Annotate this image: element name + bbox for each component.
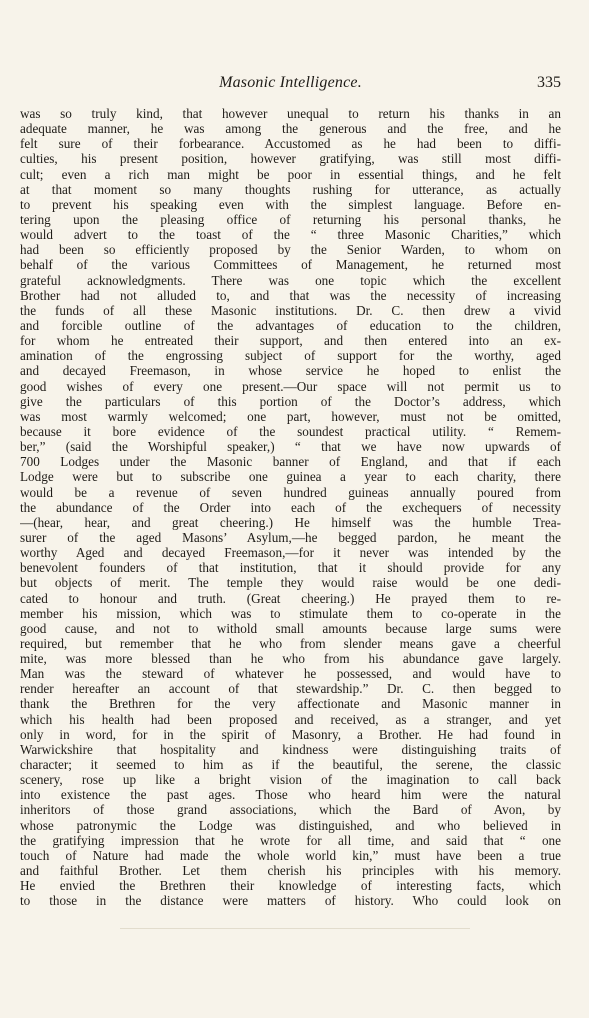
text-line: would advert to the toast of the “ three Masonic Charities,” which [20,227,561,243]
text-line: but objects of merit. The temple they would raise would be one dedi- [20,575,561,591]
text-line: behalf of the various Committees of Management, he returned most [20,257,561,273]
text-line: the funds of all these Masonic institutions. Dr. C. then drew a vivid [20,302,561,318]
text-line: good wishes of every one present.—Our space will not permit us to [20,378,561,394]
text-line: whose patronymic the Lodge was distinguished, and who believed in [20,817,561,833]
text-line: had been so efficiently proposed by the Senior Warden, to whom on [20,242,561,258]
text-line: would be a revenue of seven hundred guineas annually poured from [20,484,561,500]
text-line: only in word, for in the spirit of Masonry, a Brother. He had found in [20,726,561,742]
text-line: character; it seemed to him as if the beautiful, the serene, the classic [20,757,561,773]
text-line: amination of the engrossing subject of support for the worthy, aged [20,348,561,364]
text-line: cated to honour and truth. (Great cheering.) He prayed them to re- [20,590,561,606]
text-line: into existence the past ages. Those who heard him were the natural [20,787,561,803]
text-line: tering upon the pleasing office of returning his personal thanks, he [20,211,561,227]
text-line: Warwickshire that hospitality and kindness were distinguishing traits of [20,741,561,757]
text-line: render hereafter an account of that stewardship.” Dr. C. then begged to [20,681,561,697]
text-line: thank the Brethren for the very affectionate and Masonic manner in [20,696,561,712]
text-line: felt sure of their forbearance. Accustomed as he had been to diffi- [20,136,561,152]
text-line: ber,” (said the Worshipful speaker,) “ that we have now upwards of [20,439,561,455]
text-line: 700 Lodges under the Masonic banner of England, and that if each [20,454,561,470]
text-line: member his mission, which was to stimulate them to co-operate in the [20,605,561,621]
text-line: cult; even a rich man might be poor in essential things, and he felt [20,166,561,182]
text-line: benevolent founders of that institution, that it should provide for any [20,560,561,576]
text-line: worthy Aged and decayed Freemason,—for it never was intended by the [20,545,561,561]
text-line: touch of Nature had made the whole world kin,” must have been a true [20,847,561,863]
text-line: at that moment so many thoughts rushing for utterance, as actually [20,181,561,197]
text-line: and faithful Brother. Let them cherish his principles with his memory. [20,863,561,879]
text-line: give the particulars of this portion of the Doctor’s address, which [20,393,561,409]
bottom-edge-mark [120,928,470,929]
text-line: inheritors of those grand associations, which the Bard of Avon, by [20,802,561,818]
text-line: was most warmly welcomed; one part, however, must not be omitted, [20,408,561,424]
page-number: 335 [537,74,561,91]
text-line: to those in the distance were matters of history. Who could look on [20,893,561,909]
text-line: Brother had not alluded to, and that was the necessity of increasing [20,287,561,303]
text-line: scenery, rose up like a bright vision of the imagination to call back [20,772,561,788]
text-line: mite, was more blessed than he who from his abundance gave largely. [20,651,561,667]
text-line: culties, his present position, however gratifying, was still most diffi- [20,151,561,167]
body-text [20,106,561,908]
text-line: which his health had been proposed and received, as a stranger, and yet [20,711,561,727]
text-line: the abundance of the Order into each of the exchequers of necessity [20,499,561,515]
text-line: He envied the Brethren their knowledge of interesting facts, which [20,878,561,894]
text-line: Man was the steward of whatever he possessed, and would have to [20,666,561,682]
running-head [20,74,561,96]
text-line: Lodge were but to subscribe one guinea a year to each charity, there [20,469,561,485]
text-line: and forcible outline of the advantages of education to the children, [20,317,561,333]
running-title: Masonic Intelligence. [219,74,362,91]
text-line: the gratifying impression that he wrote for all time, and said that “ one [20,832,561,848]
text-line: required, but remember that he who from slender means gave a cheerful [20,635,561,651]
text-line: surer of the aged Masons’ Asylum,—he begged pardon, he meant the [20,529,561,545]
text-line: —(hear, hear, and great cheering.) He himself was the humble Trea- [20,514,561,530]
text-line: adequate manner, he was among the generous and the free, and he [20,121,561,137]
text-line: and decayed Freemason, in whose service he hoped to enlist the [20,363,561,379]
text-line: grateful acknowledgments. There was one topic which the excellent [20,272,561,288]
text-line: because it bore evidence of the soundest practical utility. “ Remem- [20,423,561,439]
text-line: to prevent his speaking even with the simplest language. Before en- [20,196,561,212]
text-line: was so truly kind, that however unequal to return his thanks in an [20,106,561,121]
text-line: good cause, and not to withold small amounts because large sums were [20,620,561,636]
text-line: for whom he entreated their support, and then entered into an ex- [20,333,561,349]
